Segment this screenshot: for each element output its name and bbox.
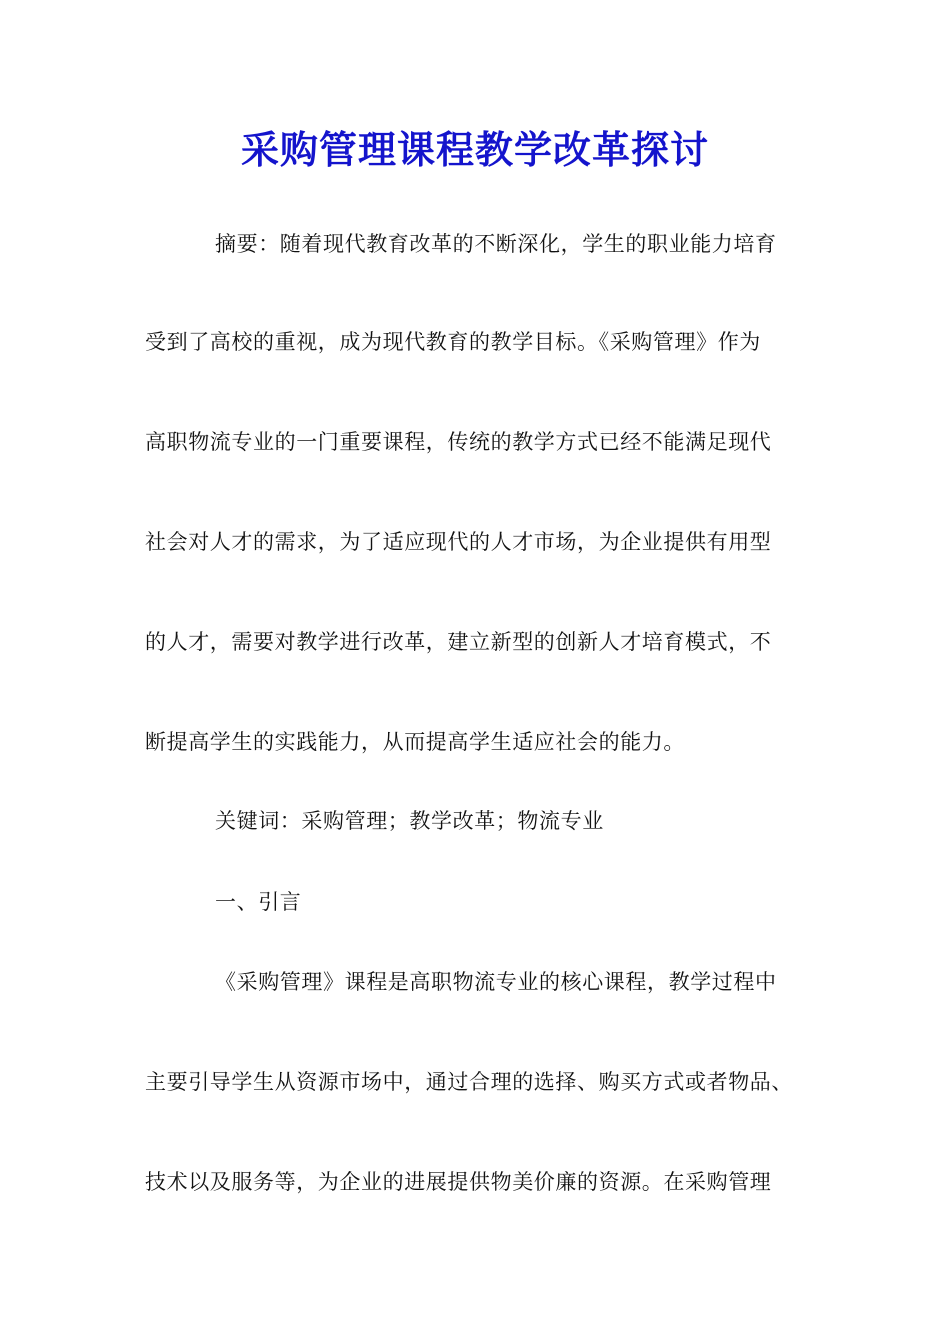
intro-line: 主要引导学生从资源市场中，通过合理的选择、购买方式或者物品、 [145, 1070, 793, 1094]
document-title: 采购管理课程教学改革探讨 [240, 127, 709, 172]
abstract-line: 受到了高校的重视，成为现代教育的教学目标。《采购管理》作为 [145, 330, 761, 354]
intro-line: 《采购管理》课程是高职物流专业的核心课程，教学过程中 [215, 970, 777, 994]
abstract-line: 断提高学生的实践能力，从而提高学生适应社会的能力。 [145, 730, 685, 754]
keywords: 关键词：采购管理；教学改革；物流专业 [215, 809, 604, 833]
intro-line: 技术以及服务等，为企业的进展提供物美价廉的资源。在采购管理 [145, 1170, 772, 1194]
abstract-line: 社会对人才的需求，为了适应现代的人才市场，为企业提供有用型 [145, 530, 772, 554]
abstract-line: 高职物流专业的一门重要课程，传统的教学方式已经不能满足现代 [145, 430, 772, 454]
abstract-line: 的人才，需要对教学进行改革，建立新型的创新人才培育模式，不 [145, 630, 772, 654]
abstract-line: 摘要：随着现代教育改革的不断深化，学生的职业能力培育 [215, 232, 777, 256]
section-heading: 一、引言 [215, 890, 302, 914]
